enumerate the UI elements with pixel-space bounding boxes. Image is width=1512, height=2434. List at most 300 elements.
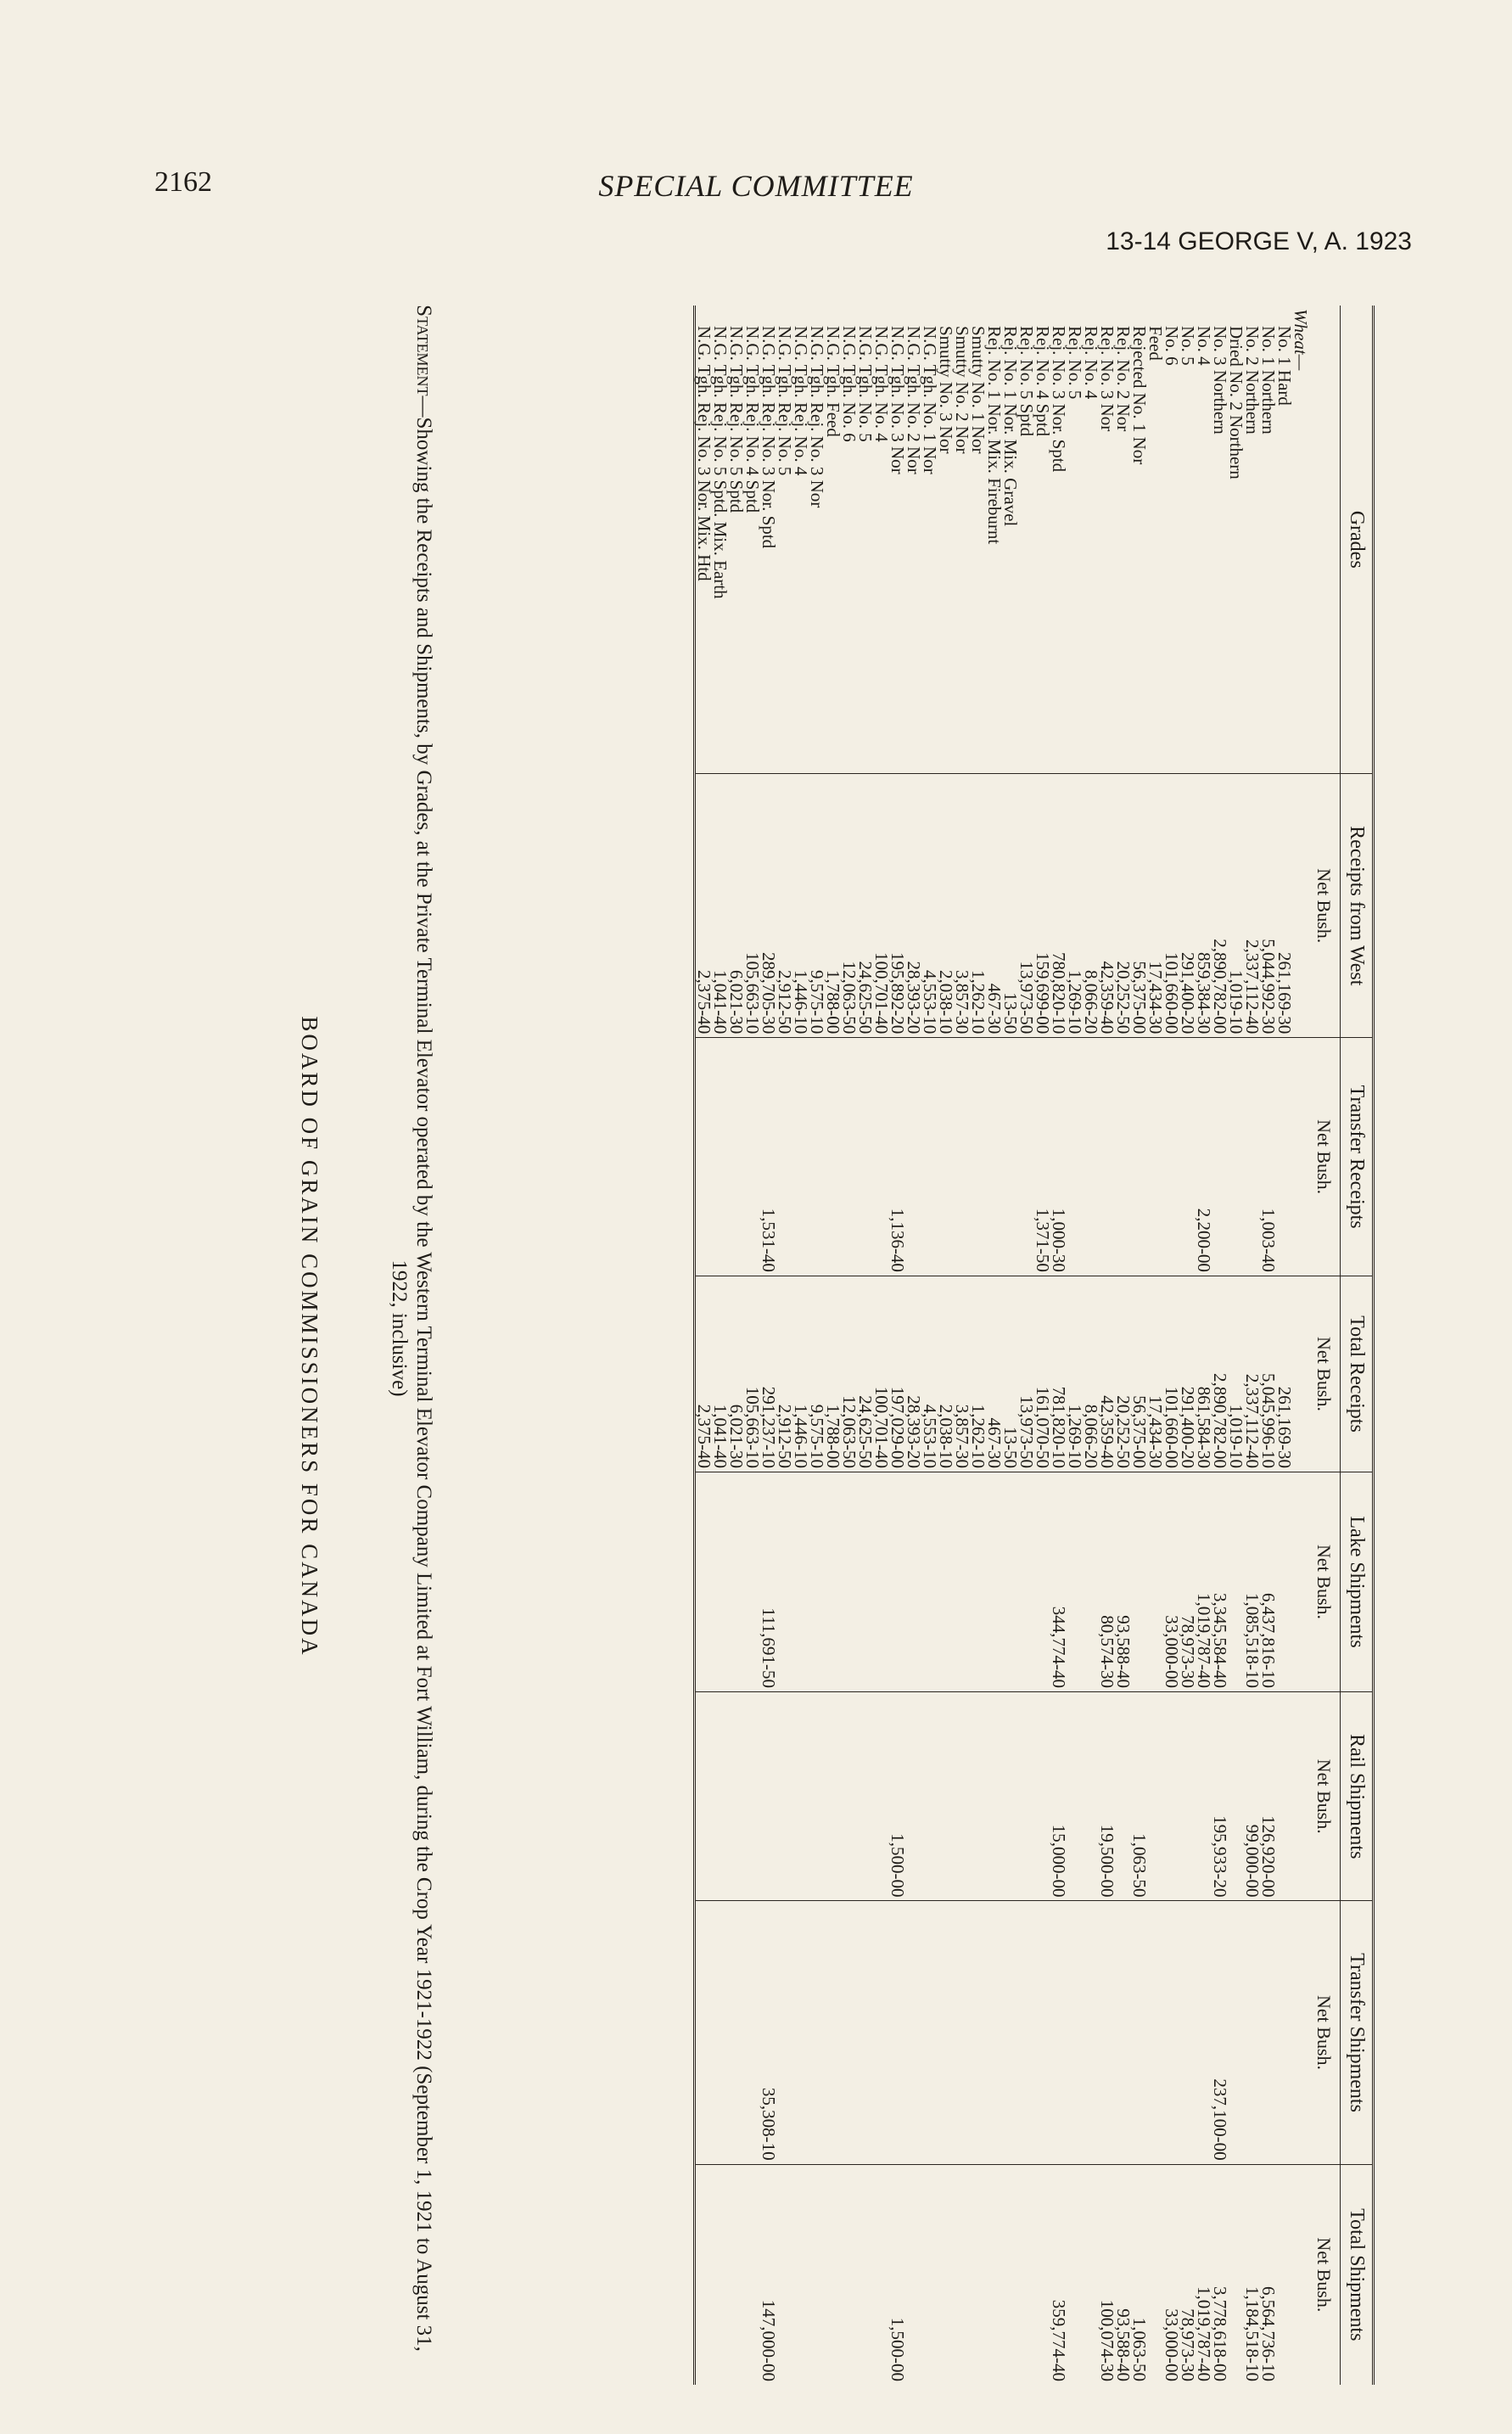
table-cell: 13,973-50 [1018, 774, 1034, 1038]
table-cell [873, 1901, 889, 2164]
grades-table [693, 306, 1375, 2385]
table-cell [970, 1901, 986, 2164]
table-row [905, 306, 921, 2385]
table-cell: 344,774-40 [1050, 1472, 1067, 1692]
statement-text: —Showing the Receipts and Shipments, by Grades, at the Private Terminal Elevator operated by the Western Terminal Elevator Company Limited at Fort William, during the Crop Year 1921-1922 (September 1, 1921 to August 31, 1922, inclusive) [388, 395, 435, 2352]
table-cell [1131, 1901, 1147, 2164]
table-cell [841, 1901, 857, 2164]
table-row [1244, 306, 1260, 2385]
grade-name: N.G. Tgh. Feed [823, 326, 843, 437]
table-cell [1292, 1038, 1308, 1276]
table-row [873, 306, 889, 2385]
table-cell: 859,384-30 [1196, 774, 1212, 1038]
table-cell: 2,337,112-40 [1244, 1276, 1260, 1472]
table-cell [970, 1472, 986, 1692]
table-cell: 197,029-00 [889, 1276, 905, 1472]
table-cell [728, 1472, 744, 1692]
grade-name: Feed [1145, 326, 1166, 361]
table-cell: 291,400-20 [1179, 1276, 1196, 1472]
table-row [1083, 306, 1099, 2385]
table-cell: 1,500-00 [889, 2164, 905, 2385]
table-cell [792, 1472, 809, 1692]
table-cell: 2,912-50 [776, 1276, 792, 1472]
table-cell [1034, 1901, 1050, 2164]
table-cell: 1,531-40 [760, 1038, 776, 1276]
section-label: Wheat— [1291, 309, 1311, 371]
grade-name: N.G. Tgh. No. 3 Nor [888, 326, 908, 474]
table-row [954, 306, 970, 2385]
table-cell: 4,553-10 [921, 1276, 938, 1472]
table-cell [825, 1472, 841, 1692]
grade-name: No. 5 [1178, 326, 1198, 366]
table-cell: 6,564,736-10 [1260, 2164, 1276, 2385]
table-cell [1083, 1038, 1099, 1276]
table-cell [809, 1038, 825, 1276]
table-cell [744, 1692, 760, 1901]
table-cell [938, 1472, 954, 1692]
unit-label: Net Bush. [1308, 1901, 1341, 2164]
table-cell [792, 1692, 809, 1901]
table-cell: 1,019-10 [1228, 774, 1244, 1038]
table-cell: 2,038-10 [938, 774, 954, 1038]
grade-name: N.G. Tgh. No. 2 Nor [904, 326, 924, 474]
table-cell [712, 1472, 728, 1692]
table-row [825, 306, 841, 2385]
table-cell: 101,660-00 [1163, 774, 1179, 1038]
table-cell [857, 1901, 873, 2164]
table-cell: 78,973-30 [1179, 1472, 1196, 1692]
table-cell: 261,169-30 [1276, 1276, 1292, 1472]
table-row [1050, 306, 1067, 2385]
table-cell: 6,437,816-10 [1260, 1472, 1276, 1692]
table-cell [712, 2164, 728, 2385]
grade-name: Smutty No. 2 Nor [952, 326, 972, 454]
table-cell: 100,701-40 [873, 774, 889, 1038]
table-row [1212, 306, 1228, 2385]
table-cell [905, 1901, 921, 2164]
table-cell: 261,169-30 [1276, 774, 1292, 1038]
table-cell [1163, 1692, 1179, 1901]
table-cell [1228, 1038, 1244, 1276]
table-cell: 13-50 [1002, 1276, 1018, 1472]
table-cell [1292, 1901, 1308, 2164]
table-cell [1276, 1901, 1292, 2164]
table-cell: 1,000-30 [1050, 1038, 1067, 1276]
table-cell: 100,701-40 [873, 1276, 889, 1472]
table-cell [695, 1692, 713, 1901]
table-cell [1018, 1472, 1034, 1692]
table-row [1115, 306, 1131, 2385]
table-row [889, 306, 905, 2385]
table-cell: 100,074-30 [1099, 2164, 1115, 2385]
table-body [695, 306, 1309, 2385]
table-cell [809, 1692, 825, 1901]
table-cell: 42,359-40 [1099, 774, 1115, 1038]
table-cell: 1,500-00 [889, 1692, 905, 1901]
table-cell [873, 1472, 889, 1692]
table-cell [986, 1692, 1002, 1901]
table-cell: 2,890,782-00 [1212, 1276, 1228, 1472]
table-cell [1244, 1901, 1260, 2164]
table-cell [728, 1901, 744, 2164]
grade-name: Rej. No. 4 [1081, 326, 1101, 400]
unit-label: Net Bush. [1308, 1692, 1341, 1901]
unit-label: Net Bush. [1308, 1472, 1341, 1692]
grade-name: Rej. No. 5 Sptd [1016, 326, 1037, 437]
table-cell: 195,933-20 [1212, 1692, 1228, 1901]
table-row [921, 306, 938, 2385]
table-cell [1002, 2164, 1018, 2385]
table-cell: 80,574-30 [1099, 1472, 1115, 1692]
column-header: Lake Shipments [1341, 1472, 1374, 1692]
table-row [841, 306, 857, 2385]
table-cell: 33,000-00 [1163, 2164, 1179, 2385]
table-cell: 1,184,518-10 [1244, 2164, 1260, 2385]
table-cell: 237,100-00 [1212, 1901, 1228, 2164]
table-cell: 33,000-00 [1163, 1472, 1179, 1692]
column-header: Transfer Shipments [1341, 1901, 1374, 2164]
table-cell [889, 1472, 905, 1692]
table-cell [1099, 1038, 1115, 1276]
table-cell [921, 1038, 938, 1276]
table-cell [954, 1472, 970, 1692]
table-row [1260, 306, 1276, 2385]
grade-name: Rej. No. 1 Nor. Mix. Gravel [1000, 326, 1021, 527]
table-cell: 20,252-50 [1115, 1276, 1131, 1472]
table-cell: 17,434-30 [1147, 774, 1163, 1038]
table-cell: 467-30 [986, 774, 1002, 1038]
table-cell [1067, 1901, 1083, 2164]
table-cell [809, 1472, 825, 1692]
table-cell: 126,920-00 [1260, 1692, 1276, 1901]
grade-name: Rej. No. 3 Nor [1097, 326, 1117, 432]
board-title: BOARD OF GRAIN COMMISSIONERS FOR CANADA [297, 1016, 322, 1657]
table-cell: 42,359-40 [1099, 1276, 1115, 1472]
grade-name: N.G. Tgh. Rej. No. 3 Nor [807, 326, 827, 508]
table-cell: 15,000-00 [1050, 1692, 1067, 1901]
table-row [970, 306, 986, 2385]
table-cell [921, 2164, 938, 2385]
table-cell [986, 1901, 1002, 2164]
table-cell [1131, 1038, 1147, 1276]
grade-name: Rej. No. 3 Nor. Sptd [1049, 326, 1069, 473]
table-cell: 1,269-10 [1067, 1276, 1083, 1472]
column-header: Rail Shipments [1341, 1692, 1374, 1901]
table-cell [1002, 1038, 1018, 1276]
table-cell [1115, 1038, 1131, 1276]
table-cell [825, 1901, 841, 2164]
table-cell [841, 1692, 857, 1901]
table-cell [841, 1472, 857, 1692]
table-cell [1179, 1692, 1196, 1901]
table-cell: 6,021-30 [728, 1276, 744, 1472]
table-cell [809, 1901, 825, 2164]
table-cell [695, 2164, 713, 2385]
table-cell: 195,892-20 [889, 774, 905, 1038]
table-cell: 35,308-10 [760, 1901, 776, 2164]
table-cell [857, 1472, 873, 1692]
grade-name: N.G. Tgh. Rej. No. 5 Sptd [726, 326, 747, 513]
table-cell [841, 1038, 857, 1276]
table-cell: 1,446-10 [792, 774, 809, 1038]
table-cell [1002, 1692, 1018, 1901]
table-cell [954, 1038, 970, 1276]
table-cell [760, 1692, 776, 1901]
table-cell: 5,044,992-30 [1260, 774, 1276, 1038]
table-cell: 12,063-50 [841, 774, 857, 1038]
grade-name: Smutty No. 3 Nor [936, 326, 956, 454]
table-cell [776, 1692, 792, 1901]
grade-name: N.G. Tgh. No. 1 Nor [920, 326, 940, 474]
table-cell [986, 1038, 1002, 1276]
table-row [1179, 306, 1196, 2385]
section-row [1292, 306, 1308, 2385]
table-cell: 1,041-40 [712, 1276, 728, 1472]
table-cell: 9,575-10 [809, 1276, 825, 1472]
table-cell [792, 1038, 809, 1276]
table-cell [1002, 1472, 1018, 1692]
table-cell [1292, 1692, 1308, 1901]
table-cell [889, 1901, 905, 2164]
table-cell [728, 1038, 744, 1276]
table-cell: 12,063-50 [841, 1276, 857, 1472]
table-row [986, 306, 1002, 2385]
table-cell: 19,500-00 [1099, 1692, 1115, 1901]
table-cell: 93,588-40 [1115, 1472, 1131, 1692]
rotated-statement [161, 263, 1375, 2410]
table-cell: 2,375-40 [695, 1276, 713, 1472]
table-row [1018, 306, 1034, 2385]
table-row [728, 306, 744, 2385]
table-cell [970, 2164, 986, 2385]
table-cell [825, 1692, 841, 1901]
table-row [938, 306, 954, 2385]
table-cell [857, 1038, 873, 1276]
table-cell: 467-30 [986, 1276, 1002, 1472]
grade-name: Rejected No. 1 Nor [1129, 326, 1150, 465]
table-cell: 101,660-00 [1163, 1276, 1179, 1472]
unit-label: Net Bush. [1308, 774, 1341, 1038]
table-cell [728, 1692, 744, 1901]
table-cell [1115, 1901, 1131, 2164]
table-cell: 2,038-10 [938, 1276, 954, 1472]
table-cell [1018, 1901, 1034, 2164]
table-row [760, 306, 776, 2385]
grade-name: No. 3 Northern [1210, 326, 1230, 435]
table-cell [954, 2164, 970, 2385]
table-cell: 861,584-30 [1196, 1276, 1212, 1472]
column-header: Grades [1346, 510, 1368, 569]
table-cell: 1,371-50 [1034, 1038, 1050, 1276]
table-cell: 1,262-10 [970, 774, 986, 1038]
table-cell: 289,705-30 [760, 774, 776, 1038]
grade-name: N.G. Tgh. Rej. No. 5 Sptd. Mix. Earth [710, 326, 731, 599]
table-cell: 1,019,787-40 [1196, 1472, 1212, 1692]
table-cell: 20,252-50 [1115, 774, 1131, 1038]
grade-name: No. 4 [1194, 326, 1214, 366]
table-row [1147, 306, 1163, 2385]
grade-name: No. 1 Northern [1258, 326, 1279, 435]
table-cell: 3,345,584-40 [1212, 1472, 1228, 1692]
table-cell: 4,553-10 [921, 774, 938, 1038]
table-cell: 17,434-30 [1147, 1276, 1163, 1472]
grade-name: N.G. Tgh. Rej. No. 3 Nor. Sptd [759, 326, 779, 549]
table-cell [1083, 1901, 1099, 2164]
table-cell [986, 2164, 1002, 2385]
table-cell [841, 2164, 857, 2385]
table-cell: 24,625-50 [857, 774, 873, 1038]
table-cell [921, 1472, 938, 1692]
table-cell [1163, 1038, 1179, 1276]
table-row [792, 306, 809, 2385]
grade-name: No. 1 Hard [1274, 326, 1295, 406]
table-row [1067, 306, 1083, 2385]
table-cell: 1,063-50 [1131, 2164, 1147, 2385]
table-cell: 291,400-20 [1179, 774, 1196, 1038]
table-cell: 1,269-10 [1067, 774, 1083, 1038]
table-cell: 1,019,787-40 [1196, 2164, 1212, 2385]
grade-name: Rej. No. 1 Nor. Mix. Fireburnt [984, 326, 1005, 545]
grade-name: N.G. Tgh. No. 5 [855, 326, 876, 442]
table-cell [1179, 1901, 1196, 2164]
table-cell: 28,393-20 [905, 774, 921, 1038]
grade-name: N.G. Tgh. No. 6 [839, 326, 860, 442]
table-cell: 78,973-30 [1179, 2164, 1196, 2385]
table-cell [792, 2164, 809, 2385]
table-cell: 359,774-40 [1050, 2164, 1067, 2385]
table-cell: 1,003-40 [1260, 1038, 1276, 1276]
table-cell: 1,136-40 [889, 1038, 905, 1276]
table-cell: 1,262-10 [970, 1276, 986, 1472]
table-cell [1099, 1901, 1115, 2164]
table-row [744, 306, 760, 2385]
table-cell [1292, 1472, 1308, 1692]
table-cell: 93,588-40 [1115, 2164, 1131, 2385]
table-cell [938, 2164, 954, 2385]
table-cell [712, 1038, 728, 1276]
table-cell [1260, 1901, 1276, 2164]
unit-label: Net Bush. [1308, 1276, 1341, 1472]
table-cell: 56,375-00 [1131, 774, 1147, 1038]
table-cell [1147, 1901, 1163, 2164]
table-cell [1018, 1692, 1034, 1901]
table-row [1034, 306, 1050, 2385]
table-cell: 781,820-10 [1050, 1276, 1067, 1472]
table-cell [905, 1472, 921, 1692]
column-header: Transfer Receipts [1341, 1038, 1374, 1276]
column-header: Receipts from West [1341, 774, 1374, 1038]
table-cell: 1,788-00 [825, 1276, 841, 1472]
table-cell [1050, 1901, 1067, 2164]
table-cell [695, 1472, 713, 1692]
unit-spacer [1308, 306, 1341, 774]
table-cell [921, 1692, 938, 1901]
table-cell [954, 1692, 970, 1901]
table-cell [857, 2164, 873, 2385]
table-cell: 3,857-30 [954, 1276, 970, 1472]
grade-name: N.G. Tgh. Rej. No. 5 [775, 326, 795, 476]
table-cell: 1,063-50 [1131, 1692, 1147, 1901]
running-title: SPECIAL COMMITTEE [598, 169, 914, 203]
table-cell [809, 2164, 825, 2385]
grade-name: Rej. No. 2 Nor [1113, 326, 1134, 432]
table-row [1196, 306, 1212, 2385]
table-cell [986, 1472, 1002, 1692]
table-row [809, 306, 825, 2385]
table-row [1099, 306, 1115, 2385]
table-cell [728, 2164, 744, 2385]
grade-name: N.G. Tgh. Rej. No. 4 [791, 326, 811, 476]
table-cell: 2,375-40 [695, 774, 713, 1038]
grade-name: No. 6 [1162, 326, 1182, 366]
table-cell [695, 1901, 713, 2164]
table-cell: 24,625-50 [857, 1276, 873, 1472]
table-cell [1018, 2164, 1034, 2385]
table-row [1163, 306, 1179, 2385]
table-cell: 99,000-00 [1244, 1692, 1260, 1901]
table-row [695, 306, 713, 2385]
table-unit-row [1308, 306, 1341, 2385]
table-row [1276, 306, 1292, 2385]
table-cell: 9,575-10 [809, 774, 825, 1038]
table-cell: 2,890,782-00 [1212, 774, 1228, 1038]
statement-lead: Statement [412, 305, 435, 396]
table-cell [938, 1901, 954, 2164]
table-cell [970, 1038, 986, 1276]
table-cell: 2,337,112-40 [1244, 774, 1260, 1038]
table-cell: 2,200-00 [1196, 1038, 1212, 1276]
grade-name: N.G. Tgh. No. 4 [871, 326, 892, 442]
table-row [1002, 306, 1018, 2385]
table-row [1228, 306, 1244, 2385]
table-cell [938, 1692, 954, 1901]
table-cell: 56,375-00 [1131, 1276, 1147, 1472]
table-cell: 8,066-20 [1083, 1276, 1099, 1472]
table-cell [938, 1038, 954, 1276]
grade-name: No. 2 Northern [1242, 326, 1263, 435]
table-cell: 13,973-50 [1018, 1276, 1034, 1472]
table-cell [695, 1038, 713, 1276]
table-cell [825, 2164, 841, 2385]
table-cell: 159,699-00 [1034, 774, 1050, 1038]
table-cell [712, 1692, 728, 1901]
table-cell: 1,019-10 [1228, 1276, 1244, 1472]
table-cell: 28,393-20 [905, 1276, 921, 1472]
table-cell: 3,778,618-00 [1212, 2164, 1228, 2385]
table-cell: 105,663-10 [744, 774, 760, 1038]
table-cell [857, 1692, 873, 1901]
table-cell: 3,857-30 [954, 774, 970, 1038]
grade-name: Rej. No. 4 Sptd [1033, 326, 1053, 437]
table-cell: 1,085,518-10 [1244, 1472, 1260, 1692]
grade-name: N.G. Tgh. Rej. No. 4 Sptd [742, 326, 763, 513]
table-cell: 1,041-40 [712, 774, 728, 1038]
table-cell: 13-50 [1002, 774, 1018, 1038]
statement-caption [387, 280, 436, 2376]
table-cell [970, 1692, 986, 1901]
table-cell [921, 1901, 938, 2164]
unit-label: Net Bush. [1308, 1038, 1341, 1276]
table-cell: 8,066-20 [1083, 774, 1099, 1038]
table-cell [1163, 1901, 1179, 2164]
table-cell: 291,237-10 [760, 1276, 776, 1472]
table-cell [792, 1901, 809, 2164]
grade-name: Smutty No. 1 Nor [968, 326, 988, 454]
page-number: 2162 [154, 166, 212, 198]
session-label: 13-14 GEORGE V, A. 1923 [1106, 227, 1412, 255]
table-cell: 147,000-00 [760, 2164, 776, 2385]
table-cell: 2,912-50 [776, 774, 792, 1038]
